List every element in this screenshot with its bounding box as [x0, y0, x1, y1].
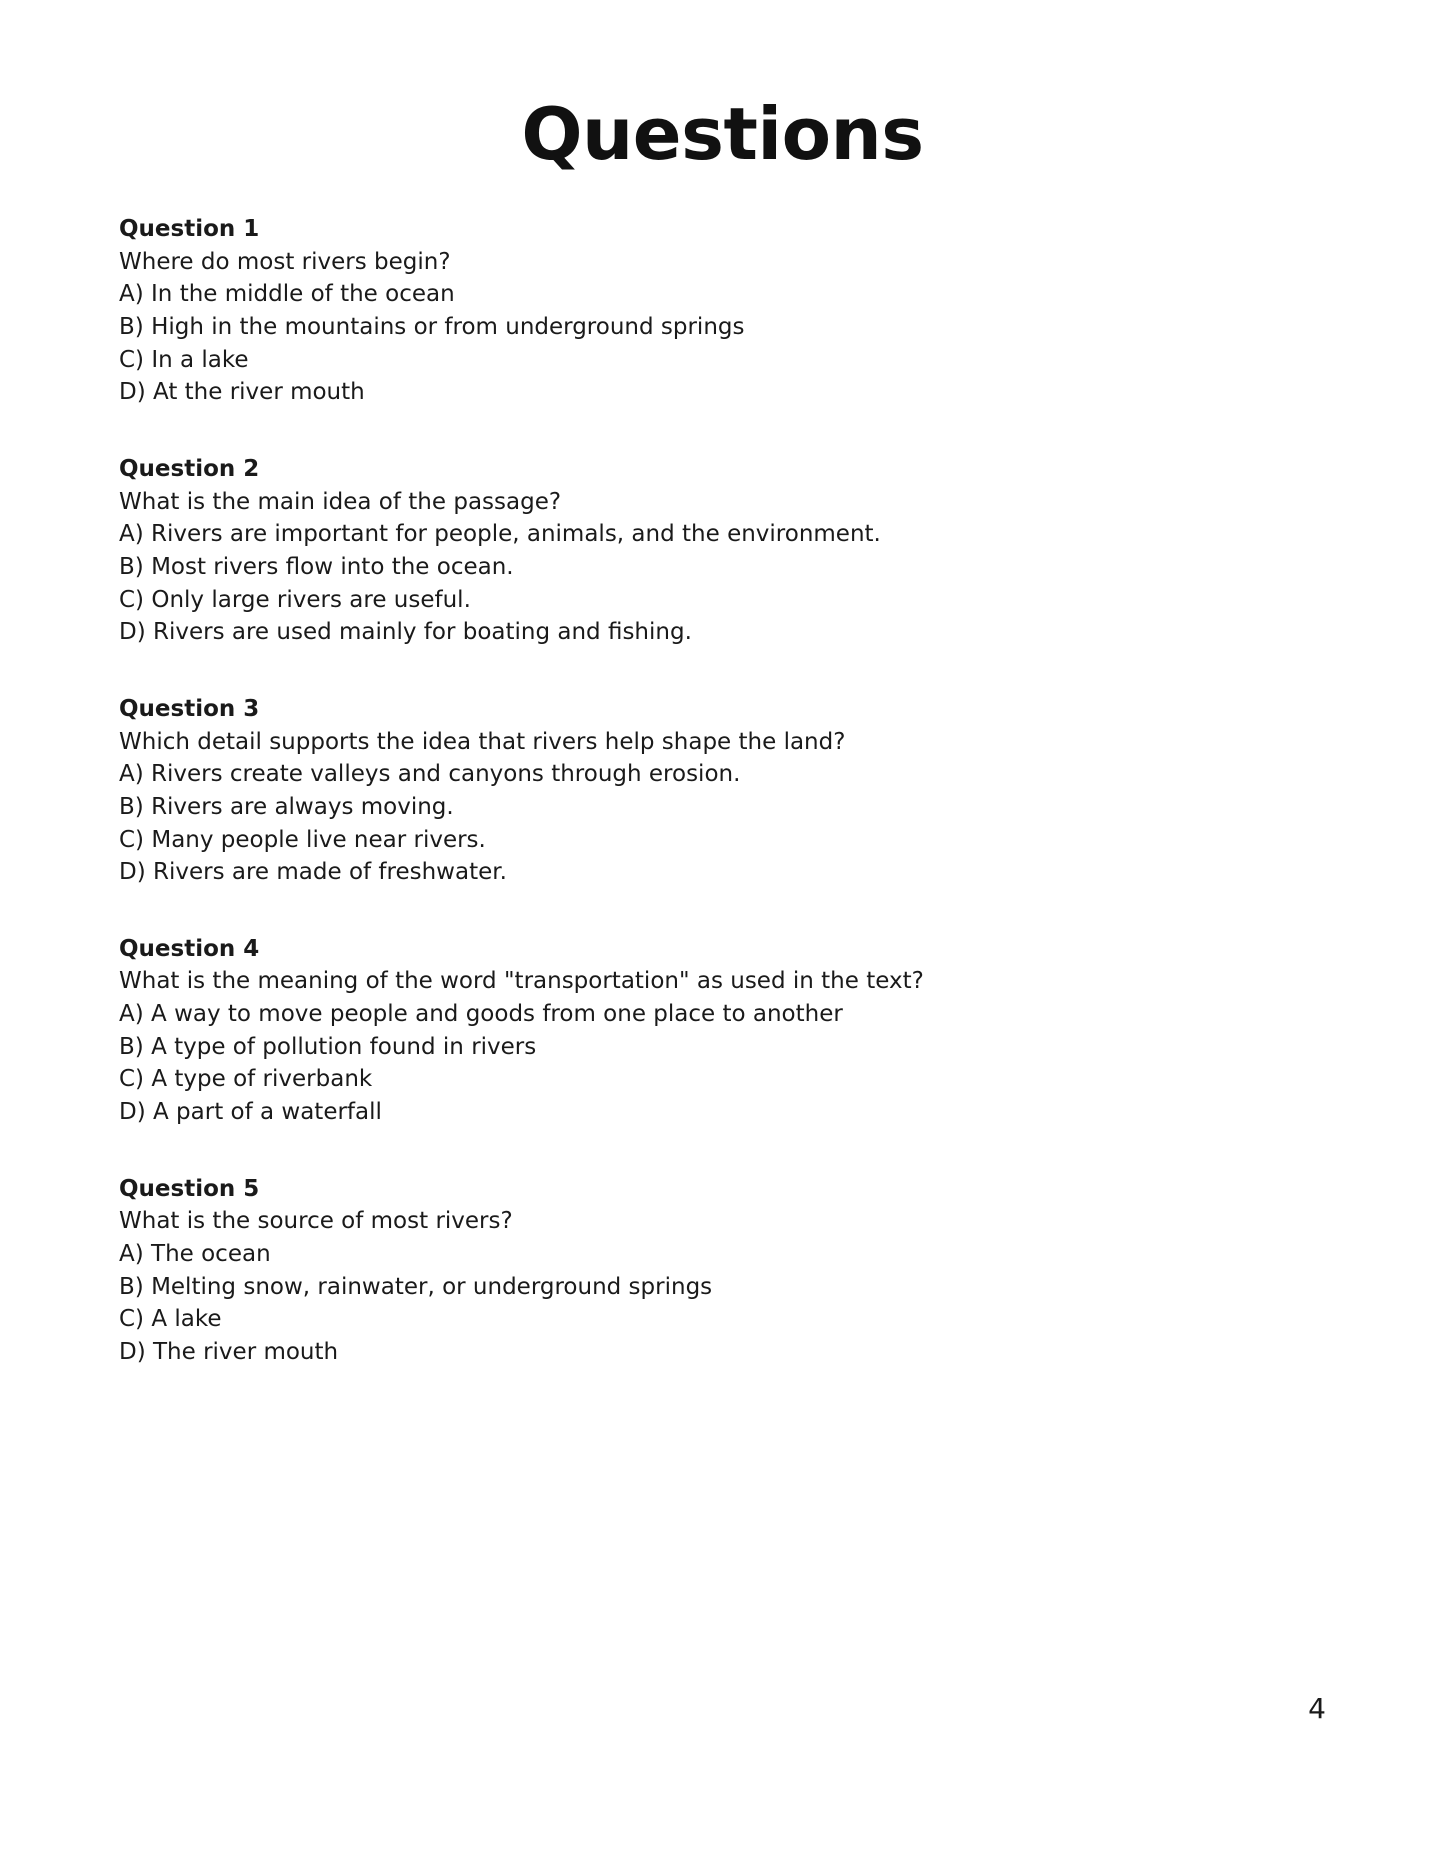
question-heading: Question 2	[119, 455, 260, 482]
question-prompt: What is the meaning of the word "transportation" as used in the text?	[119, 968, 924, 995]
question-block	[119, 693, 1326, 889]
question-option-a[interactable]: A) A way to move people and goods from one place to another	[119, 1001, 843, 1028]
question-heading: Question 3	[119, 695, 260, 722]
page-number: 4	[1308, 1692, 1326, 1725]
question-option-b[interactable]: B) Rivers are always moving.	[119, 793, 454, 820]
page-title: Questions	[521, 92, 924, 176]
question-option-b[interactable]: B) High in the mountains or from underground springs	[119, 313, 745, 340]
question-option-a[interactable]: A) In the middle of the ocean	[119, 281, 455, 308]
question-prompt: Which detail supports the idea that rivers help shape the land?	[119, 728, 846, 755]
questions-list	[119, 213, 1326, 1369]
question-option-c[interactable]: C) A type of riverbank	[119, 1066, 373, 1093]
question-heading: Question 5	[119, 1175, 260, 1202]
question-option-a[interactable]: A) Rivers are important for people, animals, and the environment.	[119, 521, 881, 548]
question-option-c[interactable]: C) A lake	[119, 1306, 222, 1333]
question-option-b[interactable]: B) A type of pollution found in rivers	[119, 1033, 537, 1060]
question-option-c[interactable]: C) Many people live near rivers.	[119, 826, 486, 853]
question-option-d[interactable]: D) Rivers are used mainly for boating and fishing.	[119, 619, 692, 646]
question-prompt: What is the main idea of the passage?	[119, 488, 562, 515]
question-block	[119, 213, 1326, 409]
question-heading: Question 1	[119, 216, 260, 242]
question-block	[119, 933, 1326, 1129]
question-heading: Question 4	[119, 935, 260, 962]
question-option-c[interactable]: C) Only large rivers are useful.	[119, 586, 471, 613]
question-option-b[interactable]: B) Melting snow, rainwater, or underground springs	[119, 1273, 713, 1300]
question-block	[119, 1173, 1326, 1369]
question-option-a[interactable]: A) Rivers create valleys and canyons through erosion.	[119, 761, 741, 788]
question-option-a[interactable]: A) The ocean	[119, 1241, 271, 1268]
question-option-d[interactable]: D) The river mouth	[119, 1339, 339, 1366]
question-option-c[interactable]: C) In a lake	[119, 346, 249, 373]
question-prompt: Where do most rivers begin?	[119, 248, 451, 275]
question-option-b[interactable]: B) Most rivers flow into the ocean.	[119, 553, 514, 580]
question-option-d[interactable]: D) A part of a waterfall	[119, 1099, 382, 1126]
question-prompt: What is the source of most rivers?	[119, 1208, 513, 1235]
question-block	[119, 453, 1326, 649]
question-option-d[interactable]: D) At the river mouth	[119, 379, 365, 406]
question-option-d[interactable]: D) Rivers are made of freshwater.	[119, 859, 507, 886]
